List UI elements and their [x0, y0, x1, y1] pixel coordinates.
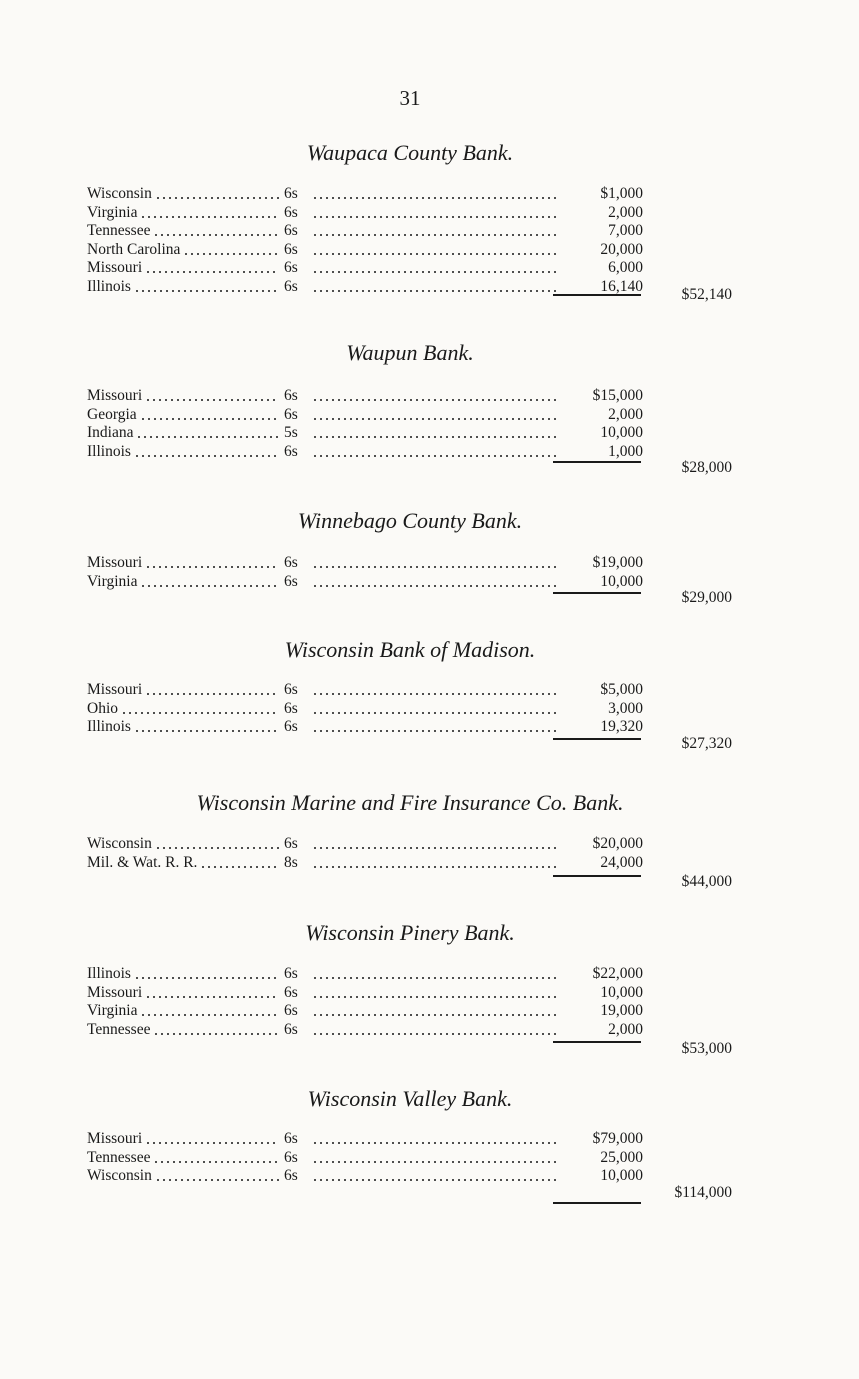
holding-state: Ohio: [87, 699, 118, 717]
holding-state: Virginia: [87, 1002, 138, 1019]
holdings-list: [87, 387, 643, 461]
holding-row: [87, 443, 643, 462]
holding-state: Virginia: [87, 572, 138, 590]
holding-amount: $5,000: [600, 681, 643, 698]
dot-leader: [145, 271, 279, 273]
holding-row: [87, 835, 643, 854]
sum-rule: [553, 294, 641, 296]
holding-row: [87, 1149, 643, 1168]
holding-amount: $1,000: [600, 185, 643, 202]
holding-rate: 6s: [284, 185, 298, 202]
dot-leader: [312, 977, 557, 979]
sum-rule: [553, 461, 641, 463]
holding-rate: 6s: [284, 442, 298, 460]
holding-state: Missouri: [87, 1130, 143, 1147]
dot-leader: [145, 566, 279, 568]
holding-state: Tennessee: [87, 1020, 151, 1038]
dot-leader: [140, 1014, 279, 1016]
holding-amount: 10,000: [600, 424, 643, 441]
dot-leader: [153, 1161, 279, 1163]
dot-leader: [312, 271, 557, 273]
holding-amount: $19,000: [592, 554, 643, 571]
dot-leader: [145, 996, 279, 998]
dot-leader: [312, 1161, 557, 1163]
holding-rate: 6s: [284, 1002, 298, 1019]
dot-leader: [312, 436, 557, 438]
holding-amount: 7,000: [608, 222, 643, 239]
holding-rate: 6s: [284, 965, 298, 982]
dot-leader: [312, 1014, 557, 1016]
dot-leader: [134, 455, 279, 457]
holding-row: [87, 424, 643, 443]
holding-amount: 3,000: [608, 699, 643, 717]
holding-state: Mil. & Wat. R. R.: [87, 853, 198, 871]
holding-row: [87, 259, 643, 278]
dot-leader: [183, 253, 279, 255]
holding-row: [87, 984, 643, 1003]
holding-state: Tennessee: [87, 1148, 151, 1166]
holding-row: [87, 681, 643, 700]
holding-state: Missouri: [87, 259, 143, 276]
sum-rule: [553, 592, 641, 594]
bank-title: Wisconsin Pinery Bank.: [305, 920, 515, 945]
holding-rate: 6s: [284, 1148, 298, 1166]
dot-leader: [134, 290, 279, 292]
holding-state: Missouri: [87, 681, 143, 698]
dot-leader: [312, 197, 557, 199]
dot-leader: [312, 253, 557, 255]
sum-rule: [553, 1202, 641, 1204]
bank-total: $114,000: [674, 1184, 732, 1201]
holding-rate: 6s: [284, 681, 298, 698]
holding-rate: 6s: [284, 405, 298, 423]
dot-leader: [155, 197, 279, 199]
holding-amount: 10,000: [600, 572, 643, 590]
holdings-list: [87, 185, 643, 296]
holding-state: North Carolina: [87, 240, 181, 258]
holding-rate: 6s: [284, 835, 298, 852]
dot-leader: [312, 234, 557, 236]
holding-rate: 8s: [284, 853, 298, 871]
holding-row: [87, 241, 643, 260]
sum-rule: [553, 1041, 641, 1043]
holding-amount: $22,000: [592, 965, 643, 982]
dot-leader: [312, 712, 557, 714]
holding-amount: $79,000: [592, 1130, 643, 1147]
holding-row: [87, 185, 643, 204]
holding-rate: 6s: [284, 1020, 298, 1038]
dot-leader: [312, 418, 557, 420]
holding-rate: 6s: [284, 1130, 298, 1147]
holding-state: Virginia: [87, 203, 138, 221]
dot-leader: [140, 585, 279, 587]
holding-amount: $15,000: [592, 387, 643, 404]
dot-leader: [134, 730, 279, 732]
holding-rate: 6s: [284, 277, 298, 295]
holding-state: Missouri: [87, 983, 143, 1001]
holding-rate: 6s: [284, 203, 298, 221]
bank-title: Wisconsin Valley Bank.: [307, 1086, 513, 1111]
holding-amount: $20,000: [592, 835, 643, 852]
holding-state: Illinois: [87, 442, 131, 460]
holding-rate: 6s: [284, 259, 298, 276]
holding-rate: 5s: [284, 424, 298, 441]
dot-leader: [155, 1179, 279, 1181]
bank-total: $28,000: [681, 459, 732, 476]
dot-leader: [312, 996, 557, 998]
holdings-list: [87, 835, 643, 872]
holding-row: [87, 406, 643, 425]
holding-rate: 6s: [284, 699, 298, 717]
dot-leader: [312, 216, 557, 218]
holding-state: Missouri: [87, 554, 143, 571]
bank-title: Wisconsin Bank of Madison.: [284, 637, 536, 662]
dot-leader: [145, 693, 279, 695]
holdings-list: [87, 554, 643, 591]
holding-rate: 6s: [284, 983, 298, 1001]
holding-state: Illinois: [87, 718, 131, 735]
holding-row: [87, 700, 643, 719]
holdings-list: [87, 681, 643, 737]
bank-title: Waupaca County Bank.: [306, 140, 514, 165]
page-number: 31: [399, 86, 421, 110]
holding-row: [87, 1002, 643, 1021]
holding-rate: 6s: [284, 222, 298, 239]
dot-leader: [312, 847, 557, 849]
sum-rule: [553, 875, 641, 877]
bank-title: Winnebago County Bank.: [297, 508, 523, 533]
holding-rate: 6s: [284, 572, 298, 590]
holding-amount: 24,000: [600, 853, 643, 871]
dot-leader: [155, 847, 279, 849]
bank-total: $27,320: [681, 735, 732, 752]
holding-amount: 2,000: [608, 203, 643, 221]
holding-amount: 25,000: [600, 1148, 643, 1166]
dot-leader: [145, 399, 279, 401]
sum-rule: [553, 738, 641, 740]
bank-title: Waupun Bank.: [346, 340, 474, 365]
holding-rate: 6s: [284, 387, 298, 404]
dot-leader: [312, 730, 557, 732]
dot-leader: [312, 1179, 557, 1181]
dot-leader: [134, 977, 279, 979]
dot-leader: [312, 693, 557, 695]
holding-row: [87, 387, 643, 406]
holding-amount: 16,140: [600, 277, 643, 295]
dot-leader: [312, 1142, 557, 1144]
holding-amount: 2,000: [608, 405, 643, 423]
holding-state: Georgia: [87, 405, 137, 423]
holding-state: Wisconsin: [87, 835, 152, 852]
holding-row: [87, 1021, 643, 1040]
dot-leader: [153, 1033, 279, 1035]
dot-leader: [136, 436, 279, 438]
holding-amount: 10,000: [600, 1167, 643, 1184]
bank-total: $29,000: [681, 589, 732, 606]
dot-leader: [153, 234, 279, 236]
dot-leader: [312, 566, 557, 568]
holding-state: Wisconsin: [87, 1167, 152, 1184]
holding-row: [87, 965, 643, 984]
holding-row: [87, 854, 643, 873]
dot-leader: [312, 866, 557, 868]
dot-leader: [312, 290, 557, 292]
holding-row: [87, 554, 643, 573]
dot-leader: [121, 712, 279, 714]
holding-amount: 19,320: [600, 718, 643, 735]
holding-amount: 19,000: [600, 1002, 643, 1019]
dot-leader: [312, 585, 557, 587]
holding-state: Illinois: [87, 965, 131, 982]
bank-total: $52,140: [681, 286, 732, 303]
dot-leader: [312, 455, 557, 457]
holding-row: [87, 222, 643, 241]
holdings-list: [87, 1130, 643, 1186]
holding-row: [87, 204, 643, 223]
dot-leader: [140, 216, 279, 218]
bank-title: Wisconsin Marine and Fire Insurance Co. Bank.: [196, 790, 624, 815]
dot-leader: [312, 1033, 557, 1035]
bank-total: $44,000: [681, 873, 732, 890]
holding-amount: 20,000: [600, 240, 643, 258]
holding-amount: 10,000: [600, 983, 643, 1001]
holding-amount: 1,000: [608, 442, 643, 460]
dot-leader: [200, 866, 279, 868]
dot-leader: [140, 418, 279, 420]
holding-row: [87, 1167, 643, 1186]
holding-row: [87, 573, 643, 592]
holding-state: Tennessee: [87, 222, 151, 239]
holding-state: Wisconsin: [87, 185, 152, 202]
holding-rate: 6s: [284, 718, 298, 735]
holding-rate: 6s: [284, 240, 298, 258]
holding-row: [87, 718, 643, 737]
holding-state: Missouri: [87, 387, 143, 404]
holding-amount: 2,000: [608, 1020, 643, 1038]
holding-state: Illinois: [87, 277, 131, 295]
bank-total: $53,000: [681, 1040, 732, 1057]
holding-rate: 6s: [284, 554, 298, 571]
dot-leader: [312, 399, 557, 401]
holding-row: [87, 1130, 643, 1149]
holding-rate: 6s: [284, 1167, 298, 1184]
holding-state: Indiana: [87, 424, 134, 441]
holding-amount: 6,000: [608, 259, 643, 276]
dot-leader: [145, 1142, 279, 1144]
holdings-list: [87, 965, 643, 1039]
